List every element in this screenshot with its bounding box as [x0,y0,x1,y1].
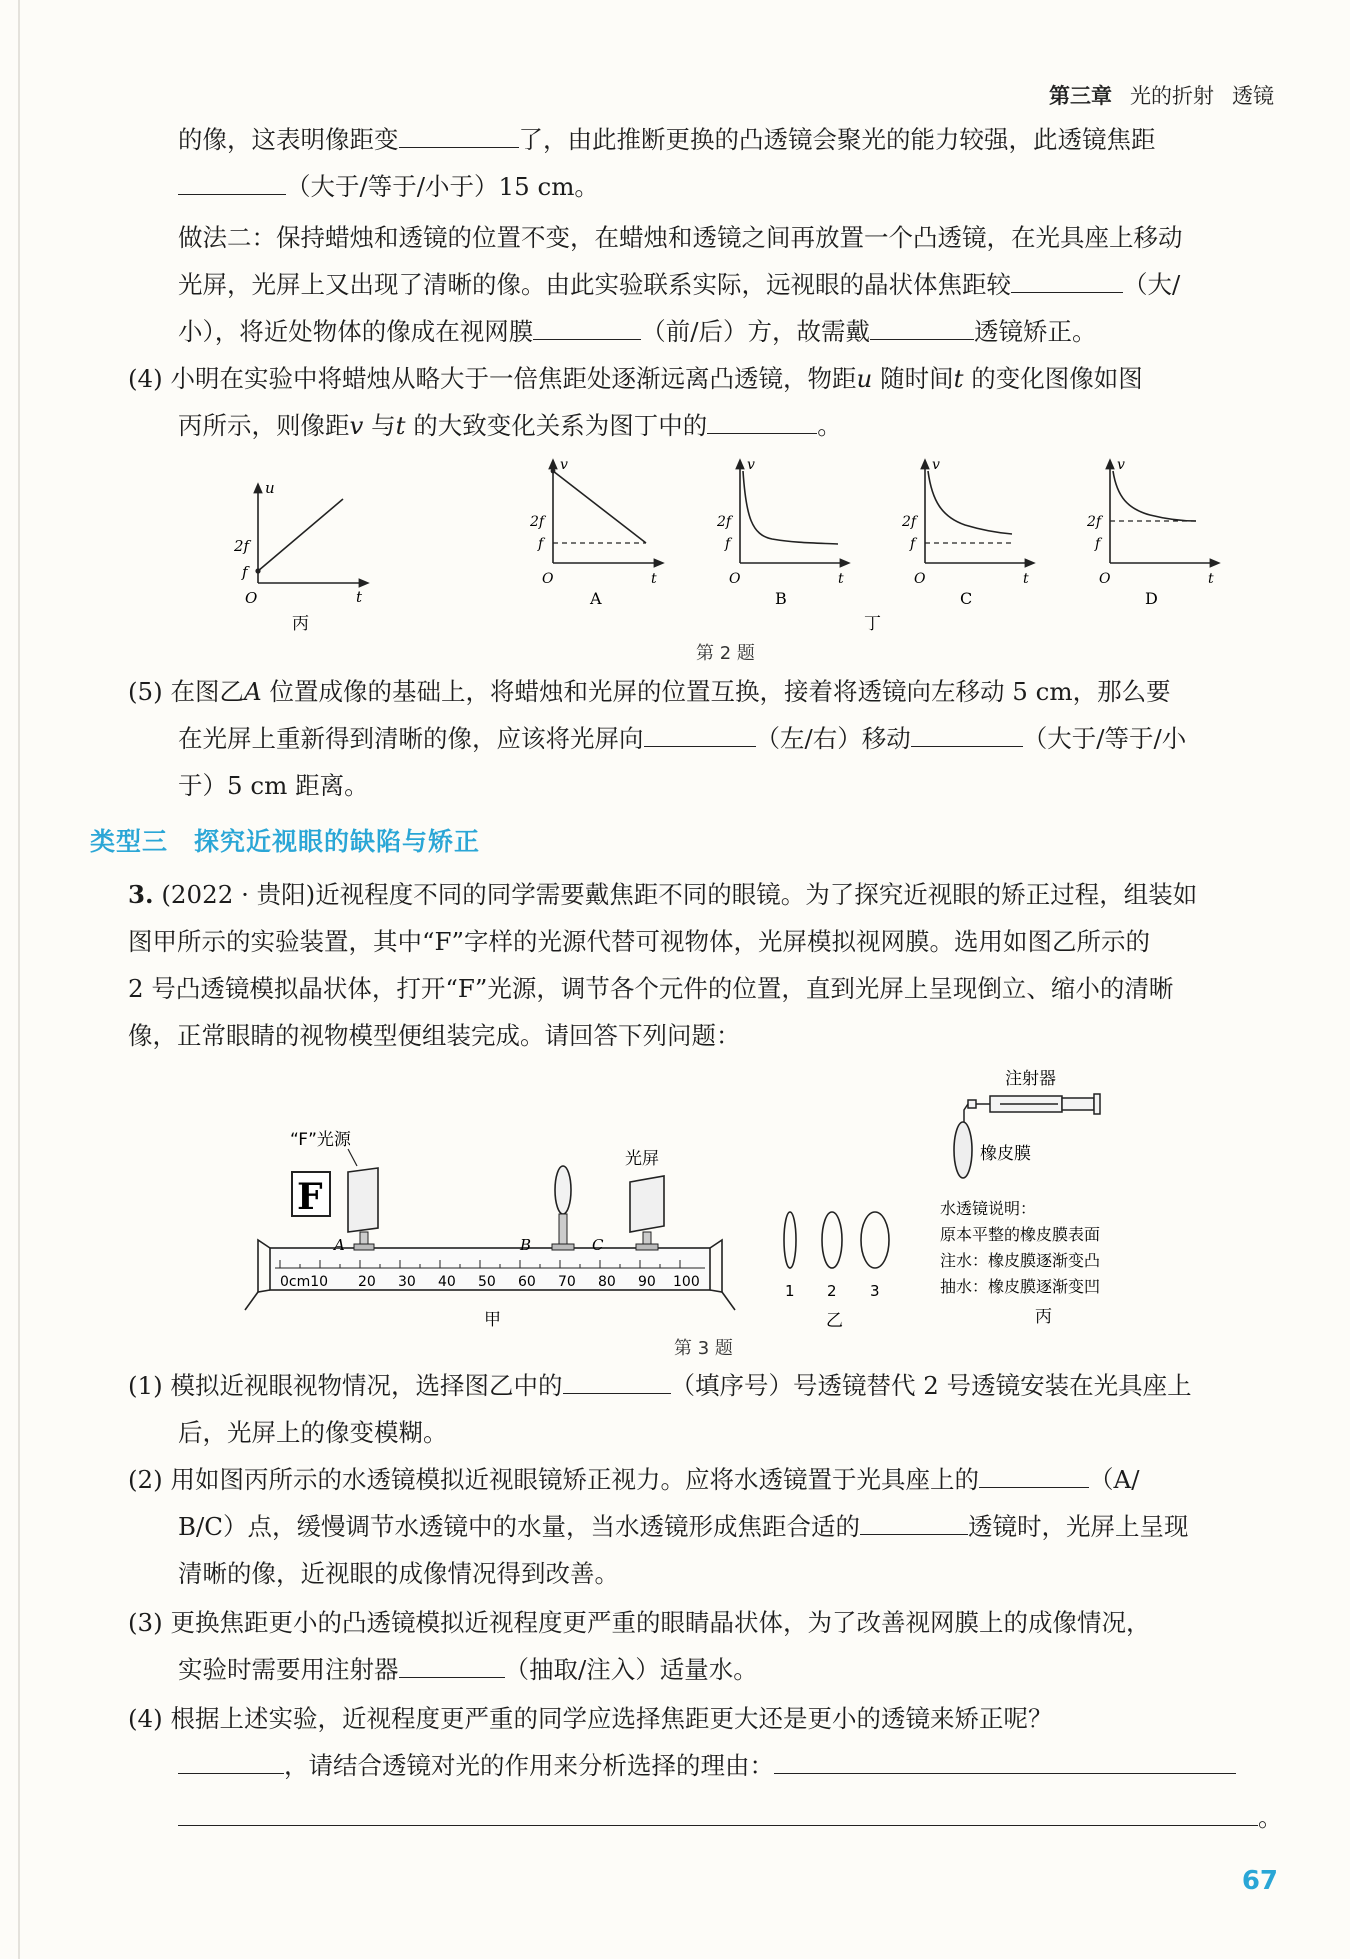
svg-text:f: f [1095,536,1101,552]
q3-line-3: 2 号凸透镜模拟晶状体，打开“F”光源，调节各个元件的位置，直到光屏上呈现倒立、缩小的清晰 [128,974,1174,1003]
svg-text:3: 3 [870,1282,880,1300]
q3-part1-line-2: 后，光屏上的像变模糊。 [178,1418,448,1447]
svg-text:v: v [560,457,568,473]
q3-blank-5[interactable] [178,1749,284,1774]
panel-b-label: B [775,589,787,608]
q2-part4-line-2: 丙所示，则像距v 与t 的大致变化关系为图丁中的 。 [178,411,842,440]
q3-line-4: 像，正常眼睛的视物模型便组装完成。请回答下列问题： [128,1021,741,1050]
svg-text:90: 90 [638,1274,656,1290]
q3-blank-2[interactable] [979,1463,1089,1488]
q3-part4-line-1: (4) 根据上述实验，近视程度更严重的同学应选择焦距更大还是更小的透镜来矫正呢？ [128,1704,1053,1733]
jia-label: 甲 [484,1310,501,1330]
q3-part1-line-1: (1) 模拟近视眼视物情况，选择图乙中的 （填序号）号透镜替代 2 号透镜安装在光具座上 [128,1371,1192,1400]
fig2-graphs [0,455,1350,670]
light-source-label: “F”光源 [290,1130,351,1150]
q2-part4-line-1: (4) 小明在实验中将蜡烛从略大于一倍焦距处逐渐远离凸透镜，物距u 随时间t 的变化图像如图 [128,364,1143,393]
q2-blank-3[interactable] [1011,268,1123,293]
q2-blank-6[interactable] [707,409,817,434]
svg-text:2f: 2f [902,514,917,530]
page-edge [18,0,20,1959]
svg-text:f: f [538,536,544,552]
water-lens-note-1: 水透镜说明： [940,1199,1037,1218]
fig2-caption: 第 2 题 [696,643,755,664]
svg-text:t: t [838,571,844,587]
svg-text:v: v [1117,457,1125,473]
q2-blank-7[interactable] [644,722,756,747]
svg-text:100: 100 [673,1274,700,1290]
q2-blank-4[interactable] [533,315,641,340]
q3-line-1: 3. (2022 · 贵阳)近视程度不同的同学需要戴焦距不同的眼镜。为了探究近视眼的矫正过程，组装如 [128,880,1198,909]
running-header [1049,80,1274,110]
fig3-caption: 第 3 题 [674,1338,733,1359]
svg-text:2f: 2f [530,514,545,530]
svg-text:v: v [747,457,755,473]
f-letter: F [297,1176,323,1218]
pos-c: C [592,1236,604,1254]
water-lens-note-4: 抽水：橡皮膜逐渐变凹 [940,1277,1101,1296]
panel-c-label: C [960,589,973,608]
syringe [964,1094,1100,1122]
bing-axis-t: t [356,588,363,606]
water-lens-note-3: 注水：橡皮膜逐渐变凸 [940,1251,1101,1270]
graph-panel-a [553,463,660,563]
svg-text:50: 50 [478,1274,496,1290]
svg-text:0cm10: 0cm10 [280,1274,329,1290]
q2-line-3: 做法二：保持蜡烛和透镜的位置不变，在蜡烛和透镜之间再放置一个凸透镜，在光具座上移动 [178,223,1183,252]
graph-panel-b [740,463,846,563]
q2-part5-line-3: 于）5 cm 距离。 [178,771,369,800]
q3-part3-line-2: 实验时需要用注射器 （抽取/注入）适量水。 [178,1655,758,1684]
q2-line-1: 的像，这表明像距变 了，由此推断更换的凸透镜会聚光的能力较强，此透镜焦距 [178,125,1156,154]
bing-label: 丙 [292,614,309,634]
svg-text:t: t [651,571,657,587]
svg-text:f: f [910,536,916,552]
page-number: 67 [1241,1866,1278,1896]
lens-2 [822,1212,842,1268]
svg-text:2: 2 [827,1282,837,1300]
bing-tick-f: f [242,563,248,581]
svg-text:70: 70 [558,1274,576,1290]
svg-text:t: t [1208,571,1214,587]
bing-axis-u: u [265,479,275,497]
q3-part4-line-3: 。 [178,1800,1283,1836]
header-title-2: 透镜 [1232,84,1274,108]
pos-a: A [334,1236,345,1254]
svg-text:80: 80 [598,1274,616,1290]
light-screen [630,1176,664,1232]
q3-blank-4[interactable] [399,1653,505,1678]
svg-text:30: 30 [398,1274,416,1290]
q3-blank-6[interactable] [774,1749,1236,1774]
screen-label: 光屏 [625,1149,659,1169]
water-lens [954,1122,972,1178]
graph-bing [258,487,365,583]
light-source-plate [348,1168,378,1232]
ding-label: 丁 [864,614,881,634]
q2-line-5: 小），将近处物体的像成在视网膜 （前/后）方，故需戴 透镜矫正。 [178,317,1097,346]
svg-text:2f: 2f [1087,514,1102,530]
svg-text:t: t [1023,571,1029,587]
section-title-3: 类型三 探究近视眼的缺陷与矫正 [90,827,481,856]
bing-origin: O [245,589,258,607]
q2-part5-line-1: (5) 在图乙A 位置成像的基础上，将蜡烛和光屏的位置互换，接着将透镜向左移动 5 cm，那么要 [128,677,1171,706]
header-title-1: 光的折射 [1130,84,1214,108]
q3-part3-line-1: (3) 更换焦距更小的凸透镜模拟近视程度更严重的眼睛晶状体，为了改善视网膜上的成像情况， [128,1608,1151,1637]
bing3-label: 丙 [1035,1307,1052,1327]
q2-part5-line-2: 在光屏上重新得到清晰的像，应该将光屏向 （左/右）移动 （大于/等于/小 [178,724,1187,753]
svg-text:2f: 2f [717,514,732,530]
q2-line-4: 光屏，光屏上又出现了清晰的像。由此实验联系实际，远视眼的晶状体焦距较 （大/ [178,270,1181,299]
svg-text:O: O [914,571,926,587]
svg-text:v: v [932,457,940,473]
q2-line-2: （大于/等于/小于）15 cm。 [178,169,599,205]
q3-part2-line-2: B/C）点，缓慢调节水透镜中的水量，当水透镜形成焦距合适的 透镜时，光屏上呈现 [178,1512,1189,1541]
q2-blank-5[interactable] [870,315,974,340]
panel-d-label: D [1145,589,1158,608]
graph-panel-d [1110,463,1216,563]
q3-blank-1[interactable] [563,1369,671,1394]
q3-blank-3[interactable] [860,1510,968,1535]
svg-text:O: O [1099,571,1111,587]
svg-text:60: 60 [518,1274,536,1290]
pos-b: B [520,1236,532,1254]
yi-label: 乙 [826,1311,843,1331]
q2-blank-2[interactable] [178,170,286,195]
q2-blank-1[interactable] [399,123,519,148]
panel-a-label: A [590,589,602,608]
svg-text:20: 20 [358,1274,376,1290]
graph-panel-c [925,463,1031,563]
syringe-label: 注射器 [1005,1069,1056,1089]
q3-line-2: 图甲所示的实验装置，其中“F”字样的光源代替可视物体，光屏模拟视网膜。选用如图乙所示的 [128,927,1151,956]
svg-text:40: 40 [438,1274,456,1290]
q3-part2-line-1: (2) 用如图丙所示的水透镜模拟近视眼镜矫正视力。应将水透镜置于光具座上的 （A/ [128,1465,1140,1494]
fig3-apparatus [0,1060,1350,1360]
lens-3 [861,1212,889,1268]
svg-text:O: O [729,571,741,587]
q3-blank-7[interactable] [178,1801,1258,1826]
membrane-label: 橡皮膜 [980,1144,1031,1164]
q2-blank-8[interactable] [911,722,1023,747]
q3-part2-line-3: 清晰的像，近视眼的成像情况得到改善。 [178,1559,619,1588]
q3-part4-line-2: ，请结合透镜对光的作用来分析选择的理由： [178,1748,1236,1784]
bing-tick-2f: 2f [234,537,250,555]
header-chapter: 第三章 [1049,84,1112,108]
bench-lens [555,1166,571,1214]
lens-1 [784,1212,796,1268]
svg-text:f: f [725,536,731,552]
svg-text:O: O [542,571,554,587]
svg-text:1: 1 [785,1282,795,1300]
water-lens-note-2: 原本平整的橡皮膜表面 [940,1225,1101,1244]
